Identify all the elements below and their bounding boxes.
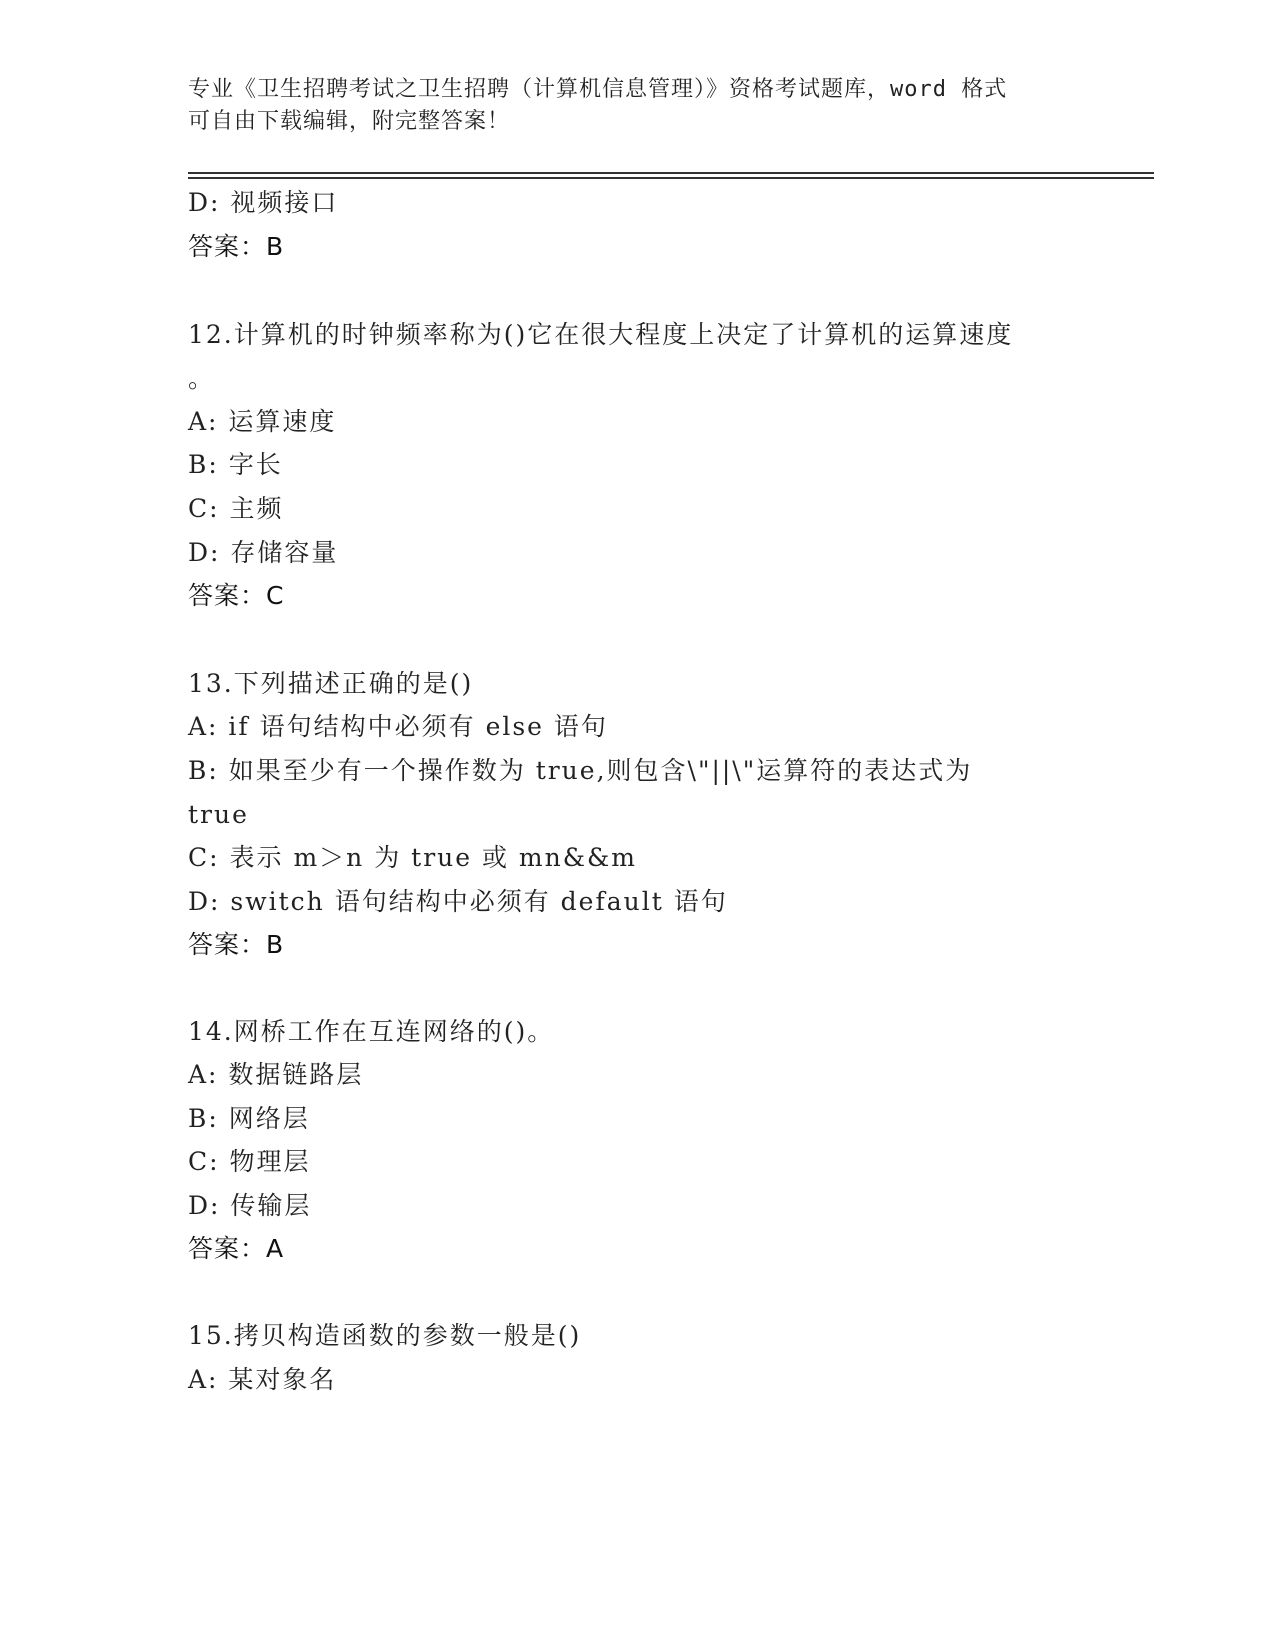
q14-answer: 答案：A xyxy=(188,1234,285,1263)
q13-option-c: C: 表示 m＞n 为 true 或 mn&&m xyxy=(188,843,637,872)
document-header xyxy=(188,74,1088,138)
q11-answer: 答案：B xyxy=(188,232,285,261)
q12-answer: 答案：C xyxy=(188,581,285,610)
q15-option-a: A: 某对象名 xyxy=(188,1365,337,1394)
q14-option-a: A: 数据链路层 xyxy=(188,1060,364,1089)
q12-option-c: C: 主频 xyxy=(188,494,284,523)
header-title-line2: 可自由下载编辑，附完整答案！ xyxy=(188,109,511,134)
q14-option-b: B: 网络层 xyxy=(188,1104,310,1133)
q13-option-b-continuation: true xyxy=(188,800,249,829)
q13-option-d: D: switch 语句结构中必须有 default 语句 xyxy=(188,887,728,916)
q13-option-b: B: 如果至少有一个操作数为 true,则包含\"||\"运算符的表达式为 xyxy=(188,756,973,785)
q14-stem: 14.网桥工作在互连网络的()。 xyxy=(188,1017,555,1046)
q11-option-d: D: 视频接口 xyxy=(188,188,339,217)
q12-option-d: D: 存储容量 xyxy=(188,538,339,567)
q14-option-d: D: 传输层 xyxy=(188,1191,312,1220)
q13-answer: 答案：B xyxy=(188,930,285,959)
q12-stem: 12.计算机的时钟频率称为()它在很大程度上决定了计算机的运算速度 xyxy=(188,320,1014,349)
q13-stem: 13.下列描述正确的是() xyxy=(188,669,474,698)
q13-option-a: A: if 语句结构中必须有 else 语句 xyxy=(188,712,608,741)
header-divider-bottom xyxy=(188,177,1154,179)
header-divider-top xyxy=(188,172,1154,174)
q15-stem: 15.拷贝构造函数的参数一般是() xyxy=(188,1321,582,1350)
q12-option-b: B: 字长 xyxy=(188,450,283,479)
header-title-line1: 专业《卫生招聘考试之卫生招聘（计算机信息管理）》资格考试题库，word 格式 xyxy=(188,77,1008,102)
q12-option-a: A: 运算速度 xyxy=(188,407,337,436)
q14-option-c: C: 物理层 xyxy=(188,1147,311,1176)
q12-stem-continuation: 。 xyxy=(188,364,216,393)
